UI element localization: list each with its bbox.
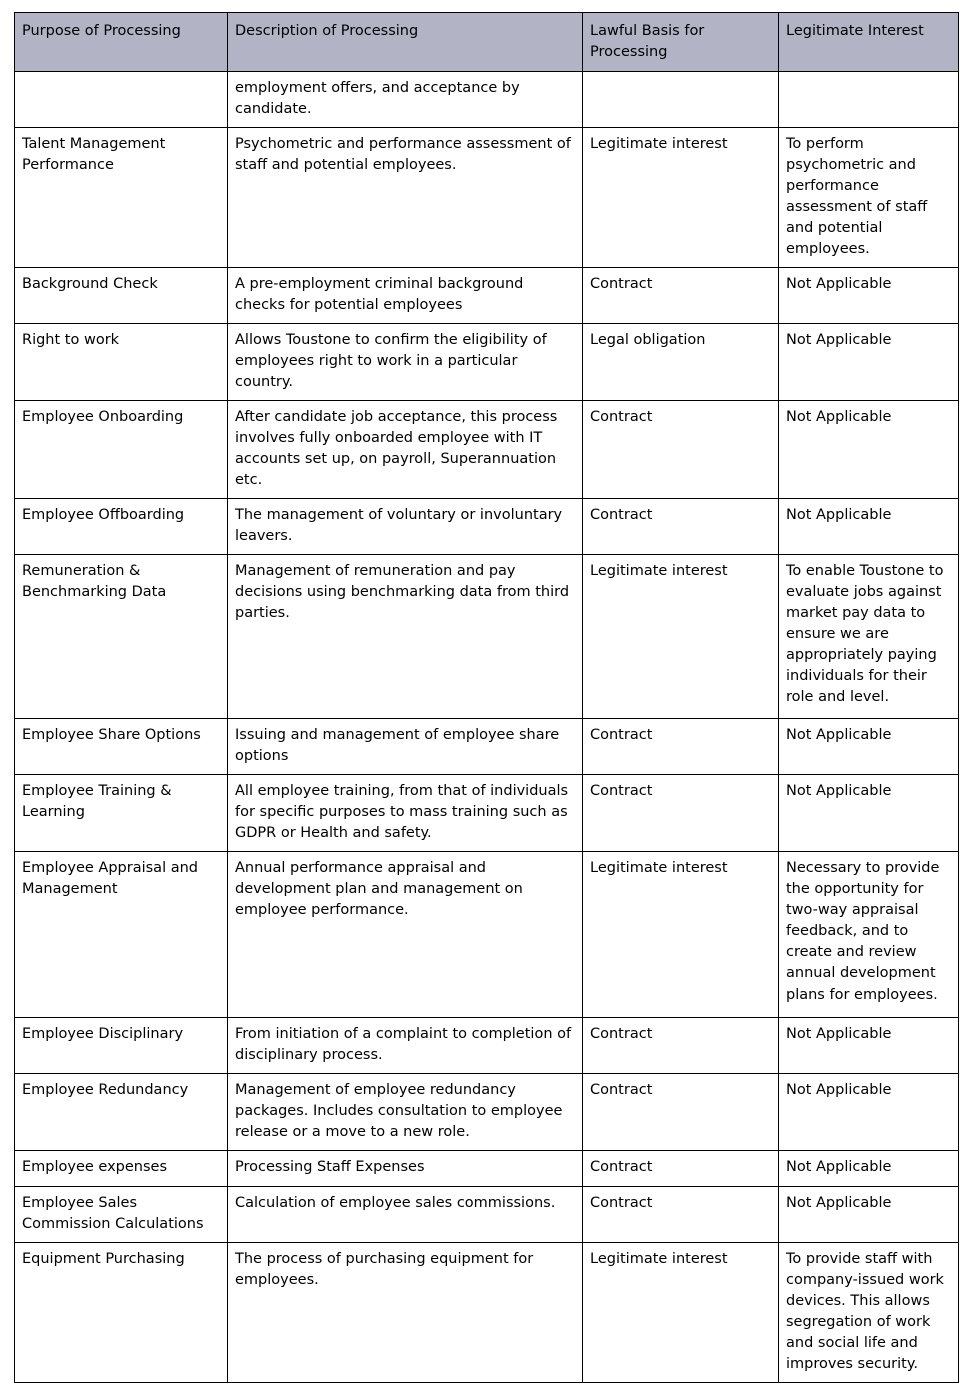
- cell-lawful-basis: Contract: [583, 1074, 779, 1151]
- cell-purpose: Employee Disciplinary: [15, 1018, 228, 1074]
- cell-lawful-basis: Legitimate interest: [583, 852, 779, 1018]
- cell-description: Management of employee redundancy packages. Includes consultation to employee release or a move to a new role.: [228, 1074, 583, 1151]
- cell-description: Annual performance appraisal and development plan and management on employee performance.: [228, 852, 583, 1018]
- cell-purpose: Employee Onboarding: [15, 401, 228, 499]
- table-row: [15, 1074, 959, 1151]
- cell-description: All employee training, from that of individuals for specific purposes to mass training such as GDPR or Health and safety.: [228, 775, 583, 852]
- cell-legitimate-interest: Not Applicable: [779, 1151, 959, 1186]
- cell-lawful-basis: Contract: [583, 401, 779, 499]
- cell-legitimate-interest: Not Applicable: [779, 401, 959, 499]
- table-row: [15, 128, 959, 268]
- cell-legitimate-interest: Not Applicable: [779, 268, 959, 324]
- column-header-description: Description of Processing: [228, 13, 583, 72]
- cell-description: The management of voluntary or involuntary leavers.: [228, 499, 583, 555]
- cell-lawful-basis: Contract: [583, 775, 779, 852]
- cell-lawful-basis: Contract: [583, 268, 779, 324]
- cell-description: Psychometric and performance assessment of staff and potential employees.: [228, 128, 583, 268]
- cell-purpose: Employee Appraisal and Management: [15, 852, 228, 1018]
- cell-purpose: Employee Redundancy: [15, 1074, 228, 1151]
- cell-lawful-basis: Legal obligation: [583, 324, 779, 401]
- cell-legitimate-interest: Not Applicable: [779, 719, 959, 775]
- table-row: [15, 1018, 959, 1074]
- cell-description: employment offers, and acceptance by candidate.: [228, 72, 583, 128]
- cell-description: From initiation of a complaint to completion of disciplinary process.: [228, 1018, 583, 1074]
- cell-purpose: Right to work: [15, 324, 228, 401]
- cell-purpose: Employee Sales Commission Calculations: [15, 1186, 228, 1242]
- cell-legitimate-interest: [779, 72, 959, 128]
- cell-legitimate-interest: Not Applicable: [779, 1018, 959, 1074]
- table-row: [15, 1186, 959, 1242]
- cell-description: A pre-employment criminal background checks for potential employees: [228, 268, 583, 324]
- cell-lawful-basis: [583, 72, 779, 128]
- table-row: [15, 719, 959, 775]
- table-row: [15, 72, 959, 128]
- cell-legitimate-interest: Necessary to provide the opportunity for two-way appraisal feedback, and to create and review annual development plans for employees.: [779, 852, 959, 1018]
- table-row: [15, 1151, 959, 1186]
- cell-lawful-basis: Contract: [583, 1151, 779, 1186]
- table-row: [15, 775, 959, 852]
- cell-lawful-basis: Contract: [583, 719, 779, 775]
- cell-legitimate-interest: Not Applicable: [779, 499, 959, 555]
- table-row: [15, 268, 959, 324]
- cell-legitimate-interest: To enable Toustone to evaluate jobs against market pay data to ensure we are appropriately paying individuals for their role and level.: [779, 555, 959, 719]
- cell-lawful-basis: Legitimate interest: [583, 555, 779, 719]
- cell-lawful-basis: Contract: [583, 499, 779, 555]
- table-body: [15, 72, 959, 1383]
- cell-purpose: Equipment Purchasing: [15, 1242, 228, 1382]
- cell-lawful-basis: Contract: [583, 1186, 779, 1242]
- cell-legitimate-interest: Not Applicable: [779, 1074, 959, 1151]
- cell-lawful-basis: Legitimate interest: [583, 1242, 779, 1382]
- cell-lawful-basis: Contract: [583, 1018, 779, 1074]
- cell-purpose: Employee Share Options: [15, 719, 228, 775]
- cell-purpose: Background Check: [15, 268, 228, 324]
- cell-lawful-basis: Legitimate interest: [583, 128, 779, 268]
- table-row: [15, 852, 959, 1018]
- cell-legitimate-interest: Not Applicable: [779, 775, 959, 852]
- column-header-purpose: Purpose of Processing: [15, 13, 228, 72]
- column-header-lawful-basis: Lawful Basis for Processing: [583, 13, 779, 72]
- cell-description: Processing Staff Expenses: [228, 1151, 583, 1186]
- cell-purpose: Talent Management Performance: [15, 128, 228, 268]
- cell-description: Management of remuneration and pay decisions using benchmarking data from third parties.: [228, 555, 583, 719]
- cell-purpose: [15, 72, 228, 128]
- cell-description: Allows Toustone to confirm the eligibility of employees right to work in a particular country.: [228, 324, 583, 401]
- cell-legitimate-interest: Not Applicable: [779, 1186, 959, 1242]
- cell-description: After candidate job acceptance, this process involves fully onboarded employee with IT accounts set up, on payroll, Superannuation etc.: [228, 401, 583, 499]
- cell-legitimate-interest: To perform psychometric and performance assessment of staff and potential employees.: [779, 128, 959, 268]
- column-header-legitimate-interest: Legitimate Interest: [779, 13, 959, 72]
- processing-purposes-table: [14, 12, 959, 1383]
- cell-purpose: Employee expenses: [15, 1151, 228, 1186]
- cell-purpose: Employee Training & Learning: [15, 775, 228, 852]
- cell-description: The process of purchasing equipment for employees.: [228, 1242, 583, 1382]
- cell-purpose: Employee Offboarding: [15, 499, 228, 555]
- table-row: [15, 324, 959, 401]
- table-row: [15, 1242, 959, 1382]
- table-row: [15, 555, 959, 719]
- cell-legitimate-interest: To provide staff with company-issued work devices. This allows segregation of work and social life and improves security.: [779, 1242, 959, 1382]
- cell-legitimate-interest: Not Applicable: [779, 324, 959, 401]
- cell-purpose: Remuneration & Benchmarking Data: [15, 555, 228, 719]
- table-header-row: [15, 13, 959, 72]
- cell-description: Calculation of employee sales commissions.: [228, 1186, 583, 1242]
- table-row: [15, 499, 959, 555]
- table-row: [15, 401, 959, 499]
- cell-description: Issuing and management of employee share options: [228, 719, 583, 775]
